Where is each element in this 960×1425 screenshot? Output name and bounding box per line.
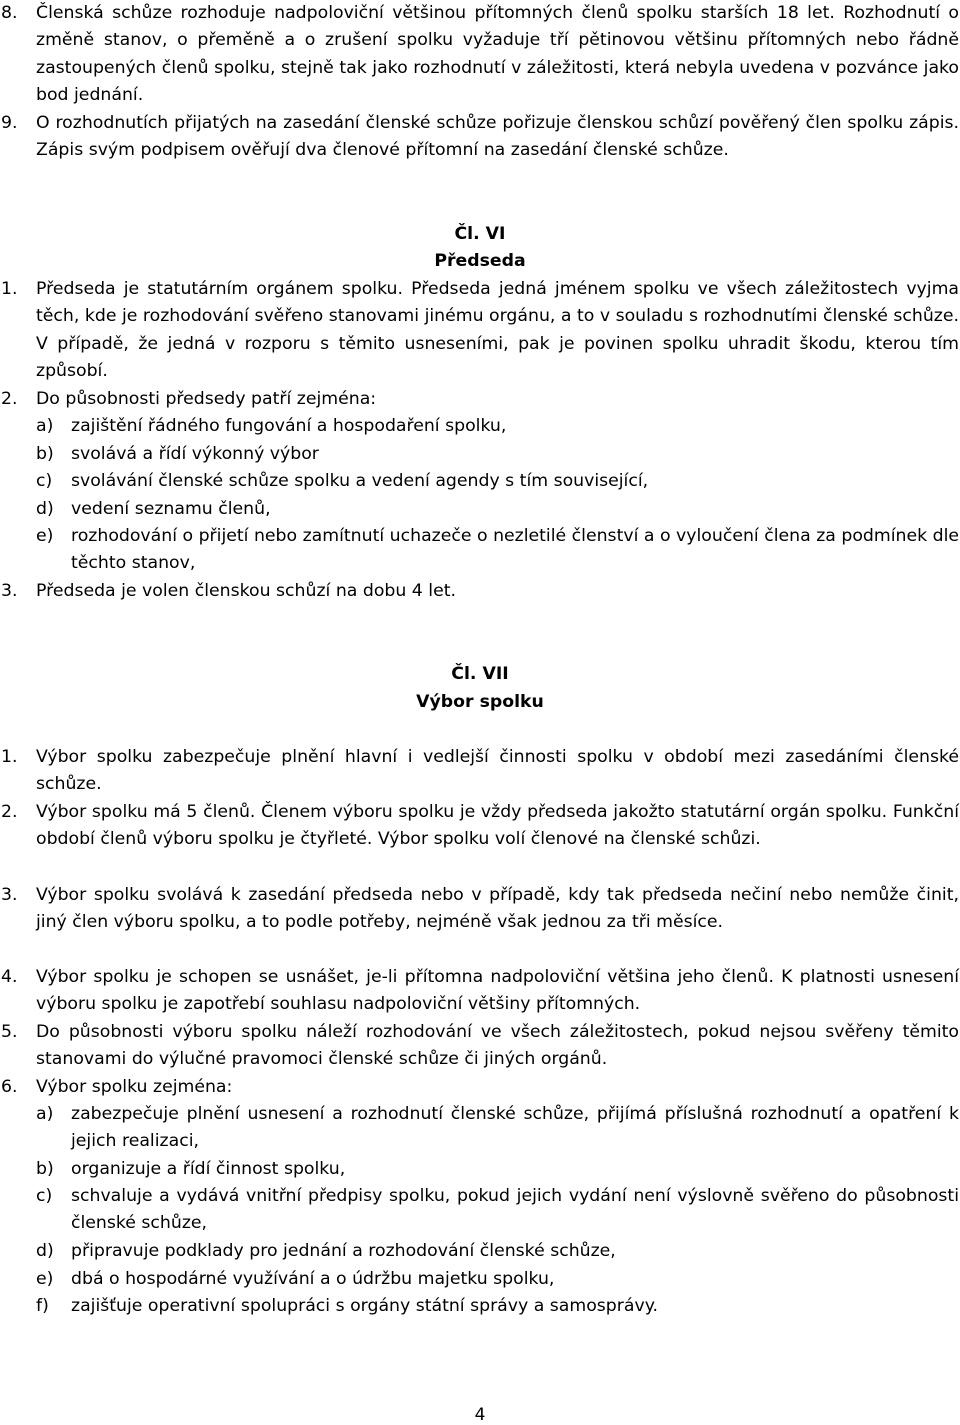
- page-number: 4: [474, 1405, 486, 1425]
- list-item-marker: f): [36, 1296, 49, 1316]
- paragraph-text: Výbor spolku zabezpečuje plnění hlavní i vedlejší činnosti spolku v období mezi zasedáními členské schůze.: [36, 747, 959, 795]
- paragraph-number: 6.: [1, 1077, 18, 1097]
- list-item-marker: c): [36, 471, 53, 491]
- article-title-predseda: Předseda: [434, 251, 526, 271]
- list-item-text: organizuje a řídí činnost spolku,: [71, 1159, 346, 1179]
- list-item-marker: a): [36, 416, 54, 436]
- article-number-vii: Čl. VII: [451, 664, 509, 684]
- paragraph-text: Výbor spolku má 5 členů. Členem výboru spolku je vždy předseda jakožto statutární orgán spolku. Funkční období členů výboru spolku je čtyřleté. Výbor spolku volí členové na členské schůzi.: [36, 802, 959, 850]
- paragraph-text: Výbor spolku svolává k zasedání předseda nebo v případě, kdy tak předseda nečiní nebo nemůže činit, jiný člen výboru spolku, a to podle potřeby, nejméně však jednou za tři měsíce.: [36, 885, 959, 933]
- paragraph-number: 1.: [1, 747, 18, 767]
- paragraph-number: 2.: [1, 802, 18, 822]
- paragraph-text: O rozhodnutích přijatých na zasedání členské schůze pořizuje členskou schůzí pověřený člen spolku zápis. Zápis svým podpisem ověřují dva členové přítomní na zasedání členské schůze.: [36, 113, 959, 161]
- list-item-text: rozhodování o přijetí nebo zamítnutí uchazeče o nezletilé členství a o vyloučení člena za podmínek dle těchto stanov,: [71, 526, 959, 574]
- list-item-text: svolávání členské schůze spolku a vedení agendy s tím související,: [71, 471, 649, 491]
- list-item-marker: d): [36, 499, 54, 519]
- list-item-text: dbá o hospodárné využívání a o údržbu majetku spolku,: [71, 1269, 555, 1289]
- list-item-text: zajišťuje operativní spolupráci s orgány státní správy a samosprávy.: [71, 1296, 658, 1316]
- paragraph-text: Členská schůze rozhoduje nadpoloviční většinou přítomných členů spolku starších 18 let. Rozhodnutí o změně stanov, o přeměně a o zrušení spolku vyžaduje tří pětinovou většinu přítomných nebo řádně zastoupených členů spolku, stejně tak jako rozhodnutí v záležitosti, která nebyla uvedena v pozvánce jako bod jednání.: [36, 3, 959, 105]
- paragraph-text: Předseda je statutárním orgánem spolku. Předseda jedná jménem spolku ve všech záležitostech vyjma těch, kde je rozhodování svěřeno stanovami jinému orgánu, a to v souladu s rozhodnutími členské schůze. V případě, že jedná v rozporu s těmito usneseními, pak je povinen spolku uhradit škodu, kterou tím způsobí.: [36, 279, 959, 381]
- list-item-marker: d): [36, 1241, 54, 1261]
- list-item-marker: a): [36, 1104, 54, 1124]
- paragraph-number: 3.: [1, 581, 18, 601]
- paragraph-text: Do působnosti předsedy patří zejména:: [36, 389, 377, 409]
- list-item-marker: b): [36, 444, 54, 464]
- list-item-text: připravuje podklady pro jednání a rozhodování členské schůze,: [71, 1241, 616, 1261]
- paragraph-number: 9.: [1, 113, 18, 133]
- paragraph-number: 5.: [1, 1022, 18, 1042]
- list-item-text: schvaluje a vydává vnitřní předpisy spolku, pokud jejich vydání není výslovně svěřeno do působnosti členské schůze,: [71, 1186, 959, 1234]
- paragraph-number: 3.: [1, 885, 18, 905]
- list-item-text: svolává a řídí výkonný výbor: [71, 444, 319, 464]
- paragraph-text: Do působnosti výboru spolku náleží rozhodování ve všech záležitostech, pokud nejsou svěřeny těmito stanovami do výlučné pravomoci členské schůze či jiných orgánů.: [36, 1022, 959, 1070]
- paragraph-text: Výbor spolku je schopen se usnášet, je-li přítomna nadpoloviční většina jeho členů. K platnosti usnesení výboru spolku je zapotřebí souhlasu nadpoloviční většiny přítomných.: [36, 967, 959, 1015]
- paragraph-number: 8.: [1, 3, 18, 23]
- paragraph-text: Výbor spolku zejména:: [36, 1077, 233, 1097]
- list-item-marker: e): [36, 526, 54, 546]
- article-number-vi: Čl. VI: [454, 224, 506, 244]
- list-item-text: zajištění řádného fungování a hospodaření spolku,: [71, 416, 507, 436]
- paragraph-number: 2.: [1, 389, 18, 409]
- paragraph-number: 4.: [1, 967, 18, 987]
- list-item-marker: e): [36, 1269, 54, 1289]
- list-item-text: zabezpečuje plnění usnesení a rozhodnutí členské schůze, přijímá příslušná rozhodnutí a opatření k jejich realizaci,: [71, 1104, 959, 1152]
- list-item-marker: b): [36, 1159, 54, 1179]
- article-title-vybor: Výbor spolku: [416, 692, 544, 712]
- paragraph-number: 1.: [1, 279, 18, 299]
- list-item-text: vedení seznamu členů,: [71, 499, 271, 519]
- paragraph-text: Předseda je volen členskou schůzí na dobu 4 let.: [36, 581, 456, 601]
- list-item-marker: c): [36, 1186, 53, 1206]
